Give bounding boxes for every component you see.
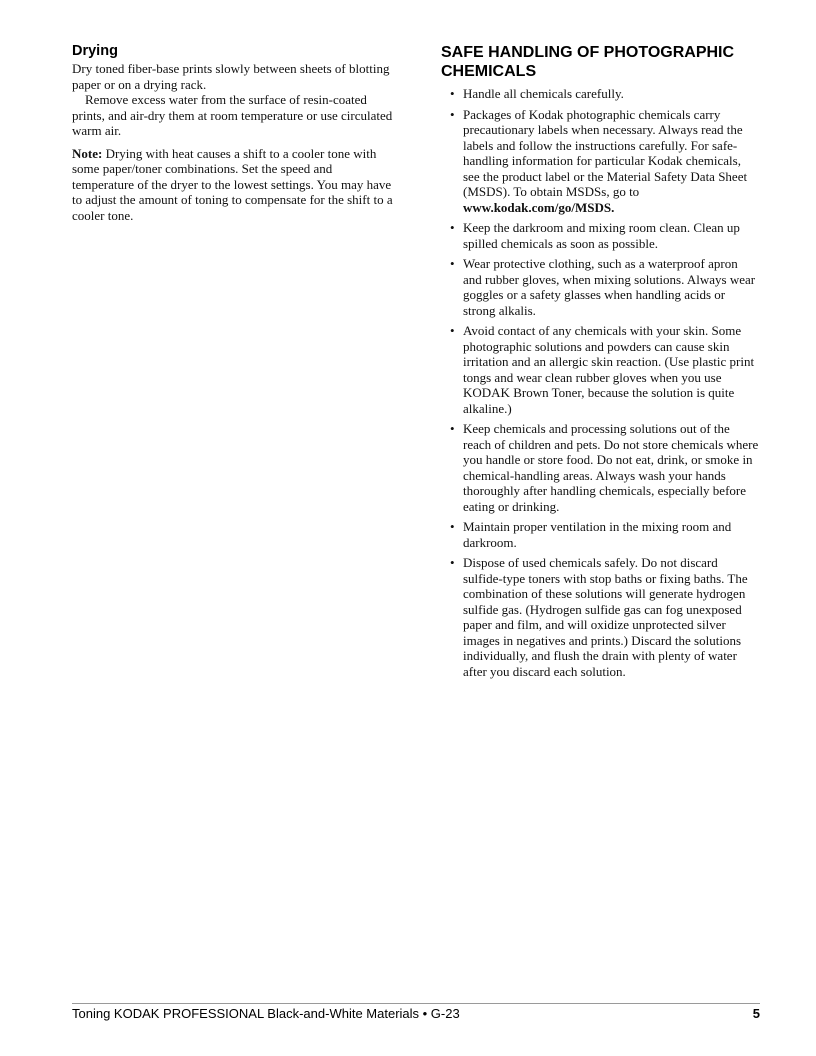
footer-title: Toning KODAK PROFESSIONAL Black-and-White Materials • G-23 bbox=[72, 1006, 460, 1021]
list-item-text: Wear protective clothing, such as a waterproof apron and rubber gloves, when mixing solutions. Always wear goggles or a safety glasses when handling acids or strong alkalis. bbox=[463, 256, 756, 318]
msds-link[interactable]: www.kodak.com/go/MSDS. bbox=[463, 199, 615, 215]
list-item bbox=[441, 421, 759, 514]
list-item bbox=[441, 519, 759, 550]
list-item bbox=[441, 555, 759, 679]
list-item-text: Keep the darkroom and mixing room clean. Clean up spilled chemicals as soon as possible. bbox=[463, 220, 740, 251]
list-item-text: Packages of Kodak photographic chemicals carry precautionary labels when necessary. Always read the labels and follow the instructions carefully. For safe-handling information for particular Kodak chemicals, see the product label or the Material Safety Data Sheet (MSDS). To obtain MSDSs, go to bbox=[463, 106, 748, 199]
note-text: Drying with heat causes a shift to a cooler tone with some paper/toner combinations. Set the speed and temperature of the dryer to the lowest settings. You may have to adjust the amount of toning to compensate for the shift to a cooler tone. bbox=[72, 145, 393, 223]
bullet-icon: • bbox=[450, 86, 455, 101]
safe-handling-heading: SAFE HANDLING OF PHOTOGRAPHIC CHEMICALS bbox=[441, 44, 735, 80]
bullet-icon: • bbox=[450, 519, 455, 534]
bullet-icon: • bbox=[450, 421, 455, 436]
list-item-text: Maintain proper ventilation in the mixing room and darkroom. bbox=[463, 519, 732, 550]
list-item-text: Avoid contact of any chemicals with your skin. Some photographic solutions and powders can cause skin irritation and an allergic skin reaction. (Use plastic print tongs and wear clean rubber gloves when you use KODAK Brown Toner, because the solution is quite alkaline.) bbox=[463, 323, 755, 416]
drying-paragraph-1: Dry toned fiber-base prints slowly between sheets of blotting paper or on a drying rack. bbox=[72, 61, 390, 92]
bullet-icon: • bbox=[450, 555, 455, 570]
bullet-icon: • bbox=[450, 256, 455, 271]
drying-note bbox=[72, 146, 394, 224]
drying-heading: Drying bbox=[72, 43, 118, 59]
left-column bbox=[72, 43, 394, 223]
list-item bbox=[441, 323, 759, 416]
bullet-icon: • bbox=[450, 106, 455, 122]
list-item-text: Keep chemicals and processing solutions out of the reach of children and pets. Do not store chemicals where you handle or store food. Do not eat, drink, or smoke in chemical-handling areas. Always wash your hands thoroughly after handling chemicals, especially before eating or drinking. bbox=[463, 421, 759, 514]
bullet-icon: • bbox=[450, 323, 455, 338]
page-footer bbox=[72, 1003, 760, 1022]
list-item bbox=[441, 107, 759, 216]
drying-paragraph-2: Remove excess water from the surface of resin-coated prints, and air-dry them at room temperature or use circulated warm air. bbox=[72, 92, 393, 138]
page-number: 5 bbox=[752, 1006, 760, 1021]
bullet-icon: • bbox=[450, 220, 455, 235]
safe-handling-list bbox=[441, 86, 759, 679]
list-item bbox=[441, 86, 759, 102]
note-label: Note: bbox=[72, 145, 103, 161]
list-item-text: Dispose of used chemicals safely. Do not discard sulfide-type toners with stop baths or fixing baths. The combination of these solutions will generate hydrogen sulfide gas. (Hydrogen sulfide gas can fog unexposed paper and film, and will oxidize unprotected silver images in negatives and prints.) Discard the solutions individually, and flush the drain with plenty of water after you discard each solution. bbox=[463, 555, 748, 679]
list-item bbox=[441, 256, 759, 318]
list-item-text: Handle all chemicals carefully. bbox=[463, 86, 624, 101]
right-column bbox=[441, 43, 759, 684]
list-item bbox=[441, 220, 759, 251]
